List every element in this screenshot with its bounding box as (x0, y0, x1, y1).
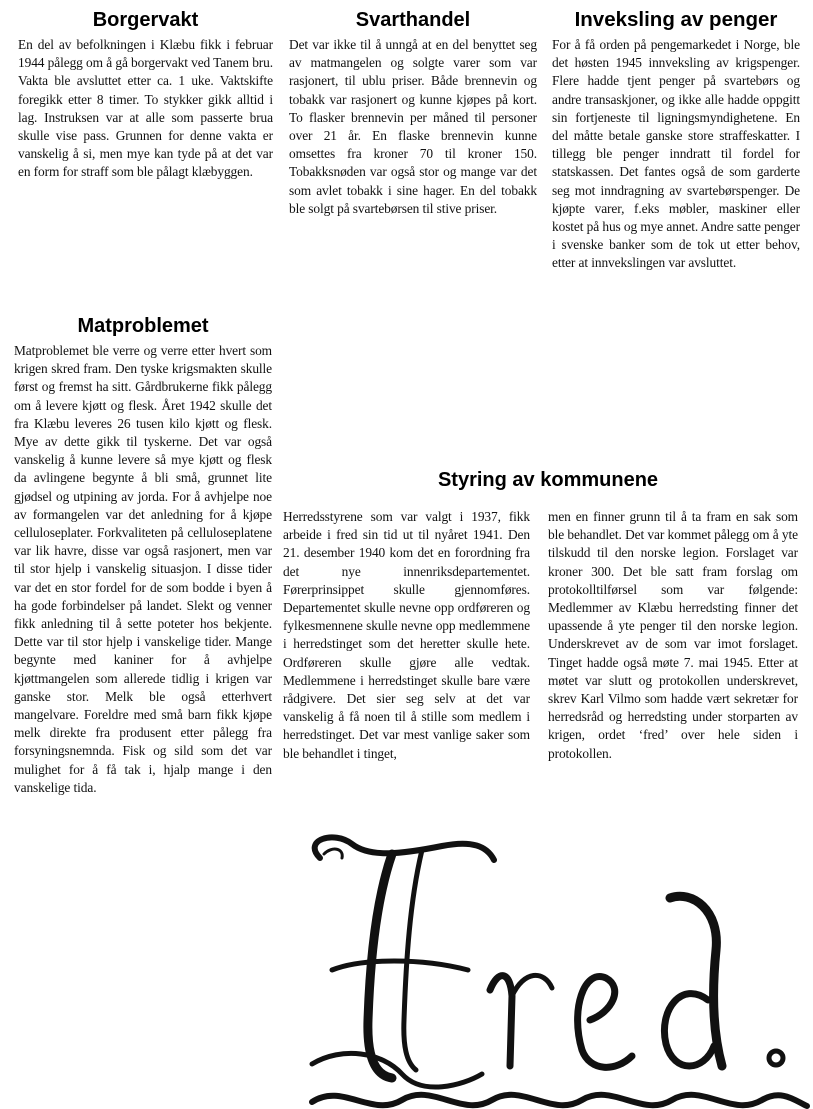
fred-letter-e (578, 977, 632, 1068)
fred-period (769, 1051, 783, 1065)
body-inveksling: For å få orden på pengemarkedet i Norge, ble det høsten 1945 innveksling av krigspenger. Flere hadde tjent penger på svartebørs og andre transaskjoner, og ikke alle hadde oppgitt sin fortjeneste til ligningsmyndighetene. En del måtte betale ganske store straffeskatter. I tillegg ble penger inndratt til fordel for statskassen. Det fantes også de som garderte seg mot inndragning av svartebørspenger. De kjøpte varer, f.eks møbler, maskiner eller kostet på hus og mye annet. Andre satte penger i svenske banker som de tok ut etter behov, etter at innvekslingen var avsluttet. (552, 37, 800, 271)
body-svarthandel: Det var ikke til å unngå at en del benyttet seg av matmangelen og solgte varer som var rasjonert, til ublu priser. Både brennevin og tobakk var rasjonert og kunne kjøpes på kort. To flasker brennevin per måned til personer over 21 år. En flaske brennevin kunne omsettes fra kroner 70 til kroner 150. Tobakksnøden var også stor og mange var det som avlet tobakk i sine hager. En del tobakk ble solgt på svartebørsen til stive priser. (289, 37, 537, 216)
heading-matproblemet: Matproblemet (77, 315, 209, 337)
body-matproblemet: Matproblemet ble verre og verre etter hvert som krigen skred fram. Den tyske krigsmakten skulle først og fremst ha sitt. Gårdbrukerne fikk pålegg om å levere kjøtt og flesk. Året 1942 skulle det fra Klæbu leveres 26 tusen kilo kjøtt og flesk. Mye av dette gikk til tyskerne. Det var også vanskelig å kunne levere så mye kjøtt og flesk da avlingene begynte å bli små, grunnet lite gjødsel og utpining av jorda. For å avhjelpe noe av formangelen var det anledning for å kjøpe celluloseplater. Forkvaliteten på celluloseplatene var lik havre, disse var også rasjonert, men var til stor hjelp i vanskelig situasjon. I disse tider var det en stor fordel for de som bodde i byen å ha gode forbindelser på landet. Slekt og venner fikk anledning til å sette poteter hos bekjente. Dette var til stor hjelp i vanskelige tider. Mange begynte med kaniner for å avhjelpe kjøttmangelen som allerede tidlig i krigen var ganske stor. Melk ble også etterhvert mangelvare. Foreldre med små barn fikk kjøpe melk direkte fra produsent etter pålegg fra forsyningsnemnda. Fisk og sild som det var mulighet for å få tak i, hjalp mange i den vanskelige tida. (14, 343, 272, 795)
article-matproblemet (14, 314, 272, 797)
body-styring-left: Herredsstyrene som var valgt i 1937, fikk arbeide i fred sin tid ut til nyåret 1941. Den 21. desember 1940 kom det en forordning fra det nye innenriksdepartementet. Førerprinsippet skulle gjennomføres. Departementet skulle nevne opp ordføreren og fylkesmennene skulle nevne opp medlemmene i herredstinget som det heretter skulle hete. Ordføreren skulle gjøre alle vedtak. Medlemmene i herredstinget skulle bare være rådgivere. Det sier seg selv at det var vanskelig å få noen til å stille som medlem i herredstinget. Det var mest vanlige saker som ble behandlet i tinget, (283, 509, 530, 761)
article-svarthandel (289, 8, 537, 218)
styring-column-right (548, 508, 798, 763)
heading-inveksling: Inveksling av penger (574, 8, 778, 31)
heading-styring: Styring av kommunene (437, 469, 659, 491)
heading-borgervakt: Borgervakt (92, 9, 199, 31)
article-inveksling (552, 8, 800, 273)
fred-letter-d (664, 994, 714, 1066)
article-borgervakt (18, 8, 273, 182)
fred-calligraphy (272, 820, 813, 1109)
styring-column-left (283, 508, 530, 763)
fred-letter-f (368, 854, 392, 1078)
fred-letter-r (490, 976, 512, 1066)
fred-bottom-swash (312, 1053, 482, 1087)
body-borgervakt: En del av befolkningen i Klæbu fikk i februar 1944 pålegg om å gå borgervakt ved Tanem bru. Vakta ble avsluttet etter ca. 1 uke. Vaktskifte foregikk etter 8 timer. To stykker gikk alltid i lag. Instruksen var at alle som passerte brua skulle vise pass. Grunnen for denne vakta er vanskelig å si, men mye kan tyde på at det var en form for straff som ble pålagt klæbyggen. (18, 37, 273, 180)
heading-svarthandel: Svarthandel (355, 9, 471, 31)
body-styring-right: men en finner grunn til å ta fram en sak som ble behandlet. Det var kommet pålegg om å yte tilskudd til den norske legion. Forslaget var kroner 300. Det ble satt fram forslag om protokolltilførsel som var følgende: Medlemmer av Klæbu herredsting finner det upassende å yte penger til den norske legion. Underskrevet av de som var imot forslaget. Tinget hadde også møte 7. mai 1945. Etter at møtet var slutt og protokollen underskrevet, skrev Karl Vilmo som hadde vært sekretær for herredsråd og herredsting under storparten av krigen, ordet ‘fred’ over hele siden i protokollen. (548, 509, 798, 761)
article-styring (283, 468, 803, 502)
